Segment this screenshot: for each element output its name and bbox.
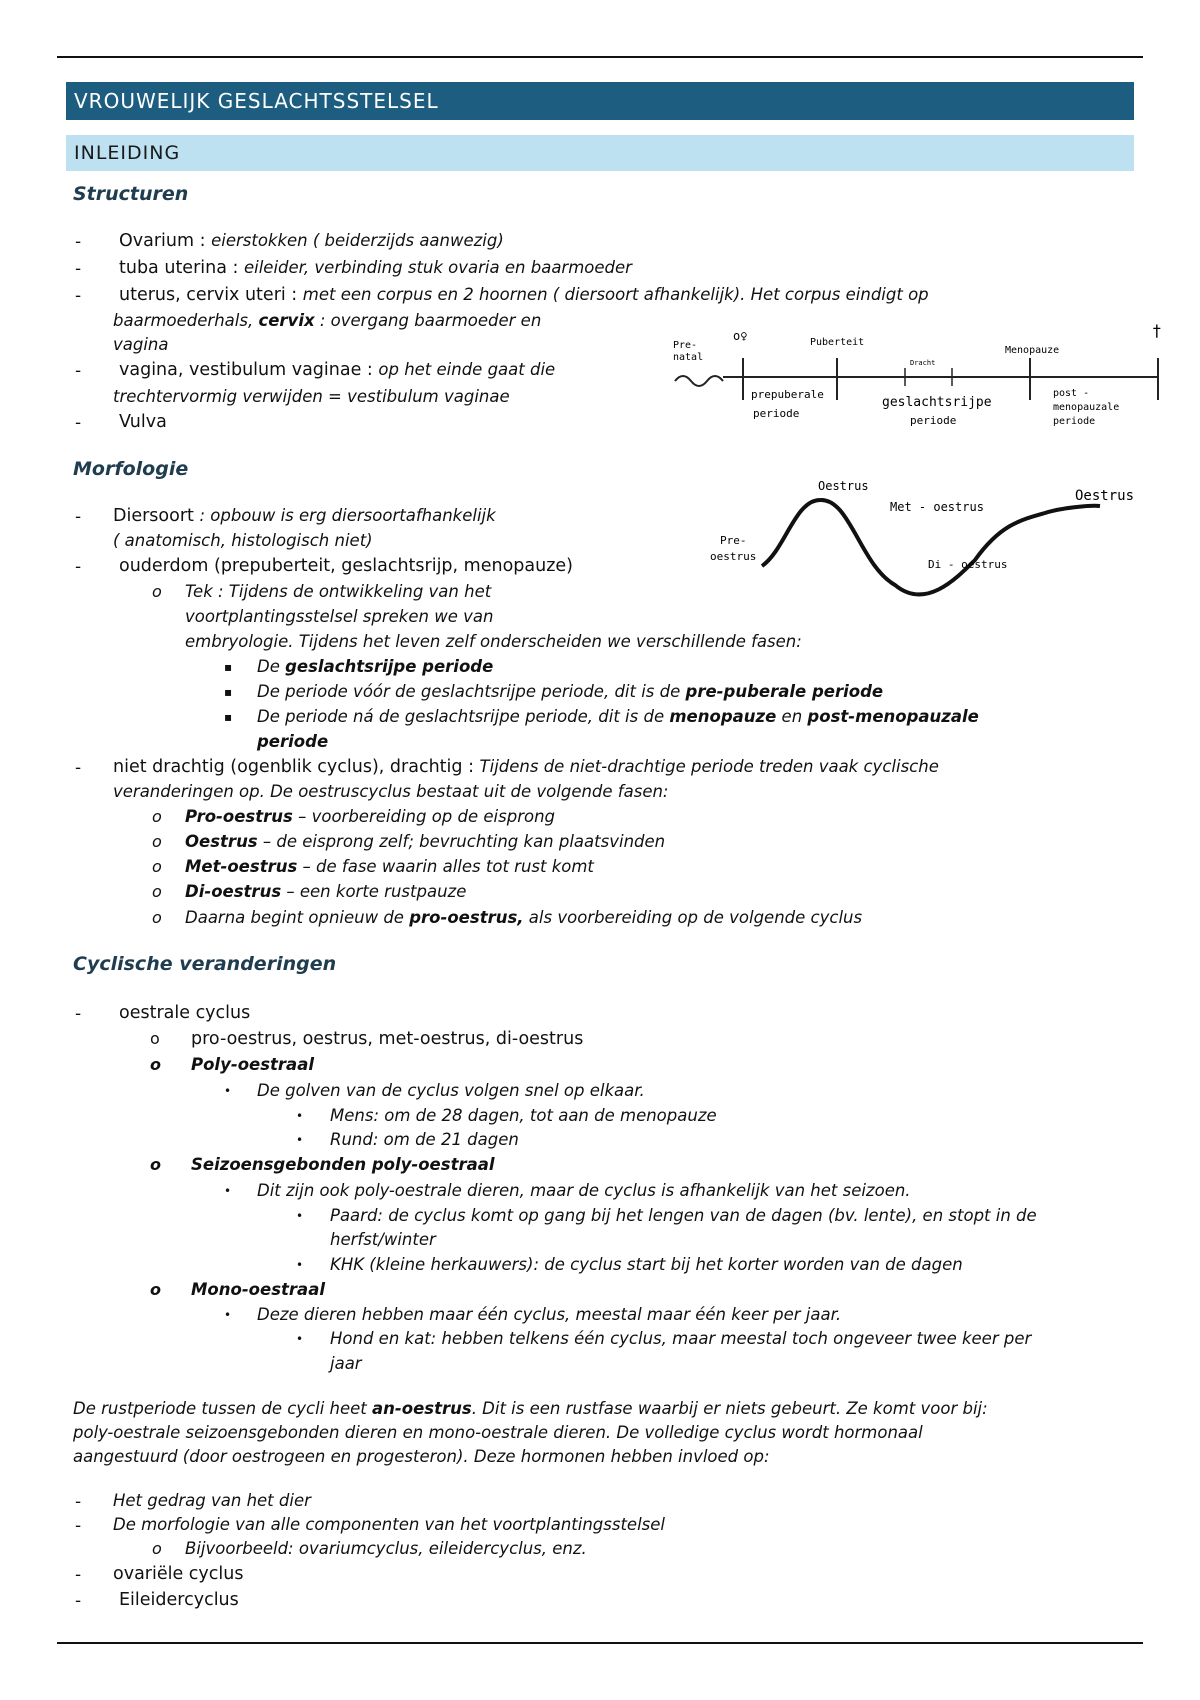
phase-item: Met-oestrus – de fase waarin alles tot rust komt [185, 857, 594, 876]
circle-bullet: o [150, 1029, 160, 1048]
sub-item: Bijvoorbeeld: ovariumcyclus, eileidercyclus, enz. [185, 1539, 587, 1558]
dot-bullet: • [296, 1332, 304, 1346]
sub-sub-item: De golven van de cyclus volgen snel op elkaar. [257, 1081, 645, 1100]
dot-bullet: • [296, 1209, 304, 1223]
dot-bullet: • [296, 1258, 304, 1272]
dot-bullet: • [296, 1133, 304, 1147]
circle-bullet: o [152, 832, 162, 851]
phase-item: Oestrus – de eisprong zelf; bevruchting kan plaatsvinden [185, 832, 666, 851]
list-item: niet drachtig (ogenblik cyclus), drachtig : Tijdens de niet-drachtige periode treden vaak cyclische [113, 757, 939, 777]
circle-bullet: o [152, 882, 162, 901]
sub-sub-item: De periode vóór de geslachtsrijpe periode, dit is de pre-puberale periode [257, 682, 884, 701]
list-item-cont: trechtervormig verwijden = vestibulum vaginae [113, 387, 510, 406]
sub-sub-item: De geslachtsrijpe periode [257, 657, 494, 676]
list-item: uterus, cervix uteri : met een corpus en 2 hoornen ( diersoort afhankelijk). Het corpus eindigt op [119, 285, 929, 305]
sub-sub-item: Deze dieren hebben maar één cyclus, meestal maar één keer per jaar. [257, 1305, 842, 1324]
circle-bullet: o [152, 1539, 162, 1558]
list-item: vagina, vestibulum vaginae : op het einde gaat die [119, 360, 556, 380]
list-item: De morfologie van alle componenten van het voortplantingsstelsel [113, 1515, 665, 1534]
dot-bullet: • [224, 1308, 232, 1322]
list-item: oestrale cyclus [119, 1003, 251, 1023]
dash-bullet: - [75, 286, 82, 306]
list-item: ouderdom (prepuberteit, geslachtsrijp, menopauze) [119, 556, 573, 576]
sub-item: pro-oestrus, oestrus, met-oestrus, di-oestrus [191, 1029, 584, 1049]
detail-item: Mens: om de 28 dagen, tot aan de menopauze [330, 1106, 717, 1125]
dash-bullet: - [75, 1516, 82, 1536]
heading-cyclische-veranderingen: Cyclische veranderingen [73, 953, 337, 975]
detail-item-cont: herfst/winter [330, 1230, 436, 1249]
sub-sub-item-cont: periode [257, 732, 329, 751]
phase-item: Daarna begint opnieuw de pro-oestrus, als voorbereiding op de volgende cyclus [185, 908, 863, 927]
svg-text:periode: periode [910, 414, 957, 427]
sub-item: Mono-oestraal [191, 1280, 325, 1299]
heading-structuren: Structuren [73, 183, 189, 205]
post-menopause-label: post - [1053, 388, 1090, 399]
top-rule [57, 56, 1143, 58]
sub-sub-item: De periode ná de geslachtsrijpe periode, dit is de menopauze en post-menopauzale [257, 707, 979, 726]
paragraph-line: De rustperiode tussen de cycli heet an-oestrus. Dit is een rustfase waarbij er niets gebeurt. Ze komt voor bij: [73, 1399, 988, 1418]
list-item-cont: baarmoederhals, cervix : overgang baarmoeder en [113, 311, 542, 330]
list-item: Het gedrag van het dier [113, 1491, 311, 1510]
dot-bullet: • [296, 1109, 304, 1123]
life-stages-timeline-diagram [665, 318, 1170, 440]
dot-bullet: • [224, 1184, 232, 1198]
prepub-label: prepuberale [751, 388, 824, 401]
circle-bullet: o [150, 1280, 161, 1299]
sub-sub-item: Dit zijn ook poly-oestrale dieren, maar de cyclus is afhankelijk van het seizoen. [257, 1181, 911, 1200]
di-oestrus-label: Di - oestrus [928, 558, 1008, 571]
circle-bullet: o [150, 1055, 161, 1074]
phase-item: Pro-oestrus – voorbereiding op de eisprong [185, 807, 556, 826]
sub-item: Poly-oestraal [191, 1055, 314, 1074]
svg-text:natal: natal [673, 352, 704, 363]
phase-item: Di-oestrus – een korte rustpauze [185, 882, 467, 901]
svg-text:menopauzale: menopauzale [1053, 402, 1120, 413]
list-item: Eileidercyclus [119, 1590, 239, 1610]
dash-bullet: - [75, 1565, 82, 1585]
list-item-cont: vagina [113, 335, 169, 354]
met-oestrus-label: Met - oestrus [890, 500, 984, 514]
circle-bullet: o [152, 582, 162, 601]
geslachtsrijp-label: geslachtsrijpe [882, 395, 992, 410]
list-item: tuba uterina : eileider, verbinding stuk ovaria en baarmoeder [119, 258, 632, 278]
circle-bullet: o [150, 1155, 161, 1174]
svg-text:periode: periode [753, 407, 800, 420]
detail-item: Paard: de cyclus komt op gang bij het lengen van de dagen (bv. lente), en stopt in de [330, 1206, 1037, 1225]
square-bullet: ▪ [224, 685, 233, 699]
detail-item-cont: jaar [330, 1354, 362, 1373]
dash-bullet: - [75, 232, 82, 252]
list-item: Diersoort : opbouw is erg diersoortafhankelijk [113, 506, 496, 526]
dash-bullet: - [75, 259, 82, 279]
oestrus-label: Oestrus [818, 479, 869, 493]
sub-item: Seizoensgebonden poly-oestraal [191, 1155, 495, 1174]
list-item: ovariële cyclus [113, 1564, 244, 1584]
cycle-curve [762, 500, 1100, 595]
paragraph-line: aangestuurd (door oestrogeen en progesteron). Deze hormonen hebben invloed op: [73, 1447, 770, 1466]
circle-bullet: o [152, 807, 162, 826]
detail-item: KHK (kleine herkauwers): de cyclus start bij het korter worden van de dagen [330, 1255, 963, 1274]
dracht-label: Dracht [910, 359, 936, 367]
chapter-title: VROUWELIJK GESLACHTSSTELSEL [66, 82, 1134, 120]
detail-item: Rund: om de 21 dagen [330, 1130, 519, 1149]
sub-item: Tek : Tijdens de ontwikkeling van het [185, 582, 492, 601]
death-label: † [1152, 321, 1162, 340]
prenatal-wave [675, 376, 723, 386]
svg-text:oestrus: oestrus [710, 550, 757, 563]
list-item: Vulva [119, 412, 167, 432]
menopause-label: Menopauze [1005, 345, 1060, 356]
dash-bullet: - [75, 361, 82, 381]
bottom-rule [57, 1642, 1143, 1644]
sub-item-cont: embryologie. Tijdens het leven zelf onderscheiden we verschillende fasen: [185, 632, 802, 651]
square-bullet: ▪ [224, 710, 233, 724]
circle-bullet: o [152, 908, 162, 927]
square-bullet: ▪ [224, 660, 233, 674]
sub-item-cont: voortplantingsstelsel spreken we van [185, 607, 494, 626]
birth-label: o♀ [733, 329, 748, 343]
oestrus-label-2: Oestrus [1075, 488, 1135, 504]
dash-bullet: - [75, 507, 82, 527]
dash-bullet: - [75, 1004, 82, 1024]
list-item-cont: ( anatomisch, histologisch niet) [113, 531, 373, 550]
puberty-label: Puberteit [810, 337, 865, 348]
dash-bullet: - [75, 557, 82, 577]
heading-morfologie: Morfologie [73, 458, 189, 480]
paragraph-line: poly-oestrale seizoensgebonden dieren en mono-oestrale dieren. De volledige cyclus wordt hormonaal [73, 1423, 923, 1442]
svg-text:periode: periode [1053, 416, 1096, 427]
section-title: INLEIDING [66, 135, 1134, 171]
detail-item: Hond en kat: hebben telkens één cyclus, maar meestal toch ongeveer twee keer per [330, 1329, 1032, 1348]
dash-bullet: - [75, 1591, 82, 1611]
dash-bullet: - [75, 413, 82, 433]
dot-bullet: • [224, 1084, 232, 1098]
dash-bullet: - [75, 758, 82, 778]
dash-bullet: - [75, 1492, 82, 1512]
pre-oestrus-label: Pre- [720, 534, 747, 547]
list-item-cont: veranderingen op. De oestruscyclus bestaat uit de volgende fasen: [113, 782, 669, 801]
pre-natal-label: Pre- [673, 340, 698, 351]
circle-bullet: o [152, 857, 162, 876]
oestrus-cycle-diagram [700, 470, 1150, 620]
list-item: Ovarium : eierstokken ( beiderzijds aanwezig) [119, 231, 504, 251]
